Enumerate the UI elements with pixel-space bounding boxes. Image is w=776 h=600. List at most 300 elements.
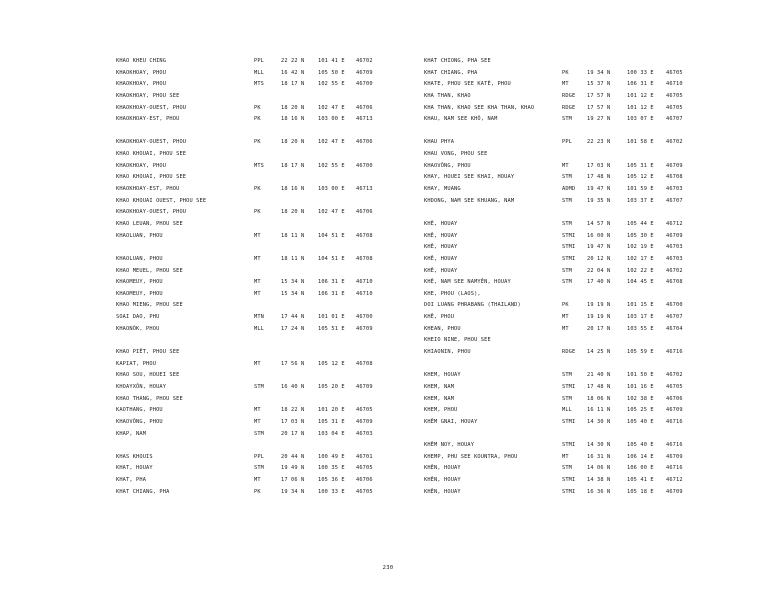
gazetteer-entry <box>116 103 416 115</box>
longitude: 102 38 E <box>627 395 654 402</box>
gazetteer-entry <box>116 137 416 149</box>
feature-code: STMI <box>562 477 576 484</box>
gazetteer-entry <box>116 161 416 173</box>
entry-name: KHAONŎK, PHOU <box>116 325 160 332</box>
latitude: 19 35 N <box>587 197 611 204</box>
latitude: 14 30 N <box>587 442 611 449</box>
longitude: 105 31 E <box>318 418 345 425</box>
gazetteer-entry <box>424 429 724 441</box>
gazetteer-entry <box>424 382 724 394</box>
gazetteer-entry <box>116 312 416 324</box>
feature-code: STM <box>254 383 265 390</box>
gazetteer-entry <box>424 184 724 196</box>
longitude: 104 45 E <box>627 279 654 286</box>
gazetteer-entry <box>424 405 724 417</box>
latitude: 17 03 N <box>281 418 305 425</box>
map-reference: 46707 <box>666 116 683 123</box>
entry-name: KHAO KHOUAI, PHOU SEE <box>116 174 187 181</box>
entry-name: KHAO SOU, HOUEI SEE <box>116 372 180 379</box>
feature-code: STM <box>562 267 573 274</box>
feature-code: STMI <box>562 383 576 390</box>
latitude: 18 17 N <box>281 162 305 169</box>
map-reference: 46713 <box>356 186 373 193</box>
longitude: 102 19 E <box>627 244 654 251</box>
gazetteer-entry <box>424 207 724 219</box>
entry-name: KHAS KHOUIS <box>116 453 153 460</box>
feature-code: STM <box>562 395 573 402</box>
gazetteer-entry <box>424 219 724 231</box>
feature-code: STMI <box>562 244 576 251</box>
longitude: 105 36 E <box>318 477 345 484</box>
longitude: 102 47 E <box>318 209 345 216</box>
map-reference: 46705 <box>356 407 373 414</box>
map-reference: 46705 <box>666 69 683 76</box>
map-reference: 46703 <box>356 430 373 437</box>
map-reference: 46705 <box>666 104 683 111</box>
gazetteer-entry <box>424 254 724 266</box>
feature-code: STM <box>562 197 573 204</box>
entry-name: KHEM, PHOU <box>424 407 458 414</box>
longitude: 103 17 E <box>627 314 654 321</box>
longitude: 101 50 E <box>627 372 654 379</box>
gazetteer-entry <box>424 172 724 184</box>
latitude: 14 25 N <box>587 349 611 356</box>
gazetteer-entry <box>424 56 724 68</box>
map-reference: 46702 <box>666 139 683 146</box>
map-reference: 46712 <box>666 477 683 484</box>
entry-name: KHEMP, PHU SEE KOUNTRA, PHOU <box>424 453 518 460</box>
gazetteer-entry <box>116 335 416 347</box>
gazetteer-entry <box>424 335 724 347</box>
entry-name: KHÊ, HOUAY <box>424 232 458 239</box>
latitude: 18 20 N <box>281 209 305 216</box>
longitude: 100 33 E <box>318 488 345 495</box>
map-reference: 46706 <box>356 139 373 146</box>
gazetteer-entry <box>116 79 416 91</box>
latitude: 22 23 N <box>587 139 611 146</box>
gazetteer-entry <box>116 440 416 452</box>
entry-name: KHAT CHIANG, PHA <box>116 488 170 495</box>
gazetteer-entry <box>116 300 416 312</box>
feature-code: PK <box>562 69 569 76</box>
feature-code: STM <box>562 279 573 286</box>
gazetteer-entry <box>424 370 724 382</box>
feature-code: STM <box>254 465 265 472</box>
latitude: 15 34 N <box>281 279 305 286</box>
gazetteer-entry <box>116 417 416 429</box>
feature-code: MTN <box>254 314 265 321</box>
entry-name: KHOAYXÔN, HOUAY <box>116 383 167 390</box>
latitude: 14 06 N <box>587 465 611 472</box>
map-reference: 46705 <box>356 488 373 495</box>
latitude: 16 00 N <box>587 232 611 239</box>
entry-name: KHEAN, PHOU <box>424 325 461 332</box>
map-reference: 46708 <box>356 360 373 367</box>
gazetteer-entry <box>116 266 416 278</box>
feature-code: MLL <box>254 325 265 332</box>
map-reference: 46702 <box>356 58 373 64</box>
latitude: 18 11 N <box>281 232 305 239</box>
feature-code: MTS <box>254 81 265 88</box>
feature-code: MTS <box>254 162 265 169</box>
gazetteer-entry <box>116 126 416 138</box>
longitude: 103 55 E <box>627 325 654 332</box>
entry-name: KHEM, NAM <box>424 395 455 402</box>
longitude: 101 15 E <box>627 302 654 309</box>
latitude: 19 34 N <box>587 69 611 76</box>
feature-code: PK <box>254 186 261 193</box>
gazetteer-entry <box>424 266 724 278</box>
latitude: 20 44 N <box>281 453 305 460</box>
feature-code: STMI <box>562 418 576 425</box>
entry-name: KHAOKHOAY-OUEST, PHOU <box>116 139 187 146</box>
longitude: 100 35 E <box>318 465 345 472</box>
gazetteer-entry <box>424 126 724 138</box>
gazetteer-entry <box>116 172 416 184</box>
entry-name: KHAY, MUANG <box>424 186 461 193</box>
map-reference: 46716 <box>666 465 683 472</box>
map-reference: 46716 <box>666 442 683 449</box>
feature-code: STMI <box>562 442 576 449</box>
gazetteer-entry <box>424 452 724 464</box>
latitude: 15 37 N <box>587 81 611 88</box>
latitude: 18 06 N <box>587 395 611 402</box>
entry-name: KHAT, PHA <box>116 477 147 484</box>
latitude: 19 19 N <box>587 302 611 309</box>
feature-code: RDGE <box>562 104 576 111</box>
gazetteer-entry <box>424 161 724 173</box>
entry-name: KAPIAT, PHOU <box>116 360 157 367</box>
entry-name: KAOTHANG, PHOU <box>116 407 163 414</box>
entry-name: KHAOKHOAY, PHOU <box>116 69 167 76</box>
feature-code: PK <box>254 488 261 495</box>
latitude: 20 12 N <box>587 255 611 262</box>
entry-name: KHÊ, PHOU <box>424 314 455 321</box>
map-reference: 46709 <box>356 383 373 390</box>
feature-code: MT <box>254 477 261 484</box>
gazetteer-entry <box>424 394 724 406</box>
latitude: 19 34 N <box>281 488 305 495</box>
gazetteer-entry <box>424 114 724 126</box>
longitude: 105 51 E <box>318 325 345 332</box>
map-reference: 46702 <box>666 372 683 379</box>
feature-code: PK <box>254 104 261 111</box>
gazetteer-entry <box>116 231 416 243</box>
latitude: 17 57 N <box>587 92 611 99</box>
latitude: 19 47 N <box>587 186 611 193</box>
longitude: 103 00 E <box>318 116 345 123</box>
map-reference: 46708 <box>356 232 373 239</box>
gazetteer-entry <box>116 452 416 464</box>
longitude: 102 47 E <box>318 139 345 146</box>
entry-name: KHAOMEUY, PHOU <box>116 279 163 286</box>
gazetteer-entry <box>424 440 724 452</box>
longitude: 102 22 E <box>627 267 654 274</box>
entry-name: KHE, PHOU (LAOS), <box>424 290 481 297</box>
gazetteer-entry <box>424 231 724 243</box>
gazetteer-entry <box>116 277 416 289</box>
gazetteer-entry <box>116 91 416 103</box>
entry-name: KHAO MIENG, PHOU SEE <box>116 302 183 309</box>
entry-name: KHAY, HOUEI SEE KHAI, HOUAY <box>424 174 515 181</box>
gazetteer-entry <box>424 463 724 475</box>
gazetteer-entry <box>116 475 416 487</box>
map-reference: 46713 <box>356 116 373 123</box>
latitude: 14 38 N <box>587 477 611 484</box>
gazetteer-entry <box>424 487 724 499</box>
map-reference: 46703 <box>666 244 683 251</box>
gazetteer-entry <box>424 475 724 487</box>
gazetteer-entry <box>116 56 416 68</box>
feature-code: STM <box>562 220 573 227</box>
gazetteer-entry <box>116 196 416 208</box>
gazetteer-entry <box>116 347 416 359</box>
longitude: 105 40 E <box>627 442 654 449</box>
gazetteer-entry <box>116 405 416 417</box>
longitude: 103 00 E <box>318 186 345 193</box>
latitude: 17 44 N <box>281 314 305 321</box>
gazetteer-entry <box>116 68 416 80</box>
longitude: 105 12 E <box>627 174 654 181</box>
feature-code: PPL <box>562 139 573 146</box>
longitude: 101 16 E <box>627 383 654 390</box>
gazetteer-entry <box>116 184 416 196</box>
feature-code: PPL <box>254 58 265 64</box>
entry-name: KHAO MEUEL, PHOU SEE <box>116 267 183 274</box>
map-reference: 46708 <box>666 279 683 286</box>
latitude: 18 11 N <box>281 255 305 262</box>
gazetteer-column-right <box>424 56 724 498</box>
entry-name: KHÊM NOY, HOUAY <box>424 442 475 449</box>
feature-code: STM <box>562 372 573 379</box>
gazetteer-entry <box>116 114 416 126</box>
gazetteer-entry <box>116 149 416 161</box>
feature-code: RDGE <box>562 349 576 356</box>
entry-name: KHAT, HOUAY <box>116 465 153 472</box>
entry-name: KHAOVÔNG, PHOU <box>116 418 163 425</box>
map-reference: 46709 <box>666 488 683 495</box>
latitude: 18 17 N <box>281 81 305 88</box>
entry-name: KHATE, PHOU SEE KATÈ, PHOU <box>424 81 511 88</box>
entry-name: KHAT CHIANG, PHA <box>424 69 478 76</box>
latitude: 16 42 N <box>281 69 305 76</box>
gazetteer-entry <box>424 91 724 103</box>
latitude: 17 57 N <box>587 104 611 111</box>
longitude: 104 51 E <box>318 232 345 239</box>
latitude: 16 36 N <box>587 488 611 495</box>
entry-name: SOAI DAO, PHU <box>116 314 160 321</box>
map-reference: 46703 <box>666 186 683 193</box>
longitude: 103 04 E <box>318 430 345 437</box>
entry-name: KHEM, NAM <box>424 383 455 390</box>
entry-name: KHÊM GNAI, HOUAY <box>424 418 478 425</box>
longitude: 106 00 E <box>627 465 654 472</box>
longitude: 103 07 E <box>627 116 654 123</box>
latitude: 17 03 N <box>587 162 611 169</box>
longitude: 105 12 E <box>318 360 345 367</box>
entry-name: KHÊ, NAM SEE NAMYÊN, HOUAY <box>424 279 511 286</box>
latitude: 19 47 N <box>587 244 611 251</box>
latitude: 19 27 N <box>587 116 611 123</box>
longitude: 106 31 E <box>627 81 654 88</box>
latitude: 19 49 N <box>281 465 305 472</box>
map-reference: 46703 <box>666 255 683 262</box>
latitude: 18 20 N <box>281 104 305 111</box>
feature-code: STM <box>562 174 573 181</box>
gazetteer-entry <box>424 347 724 359</box>
latitude: 20 17 N <box>281 430 305 437</box>
longitude: 101 59 E <box>627 186 654 193</box>
map-reference: 46704 <box>666 325 683 332</box>
entry-name: KHA THAN, KHAO SEE KHA THAN, KHAO <box>424 104 535 111</box>
latitude: 14 30 N <box>587 418 611 425</box>
map-reference: 46700 <box>356 81 373 88</box>
map-reference: 46708 <box>356 255 373 262</box>
map-reference: 46706 <box>356 104 373 111</box>
entry-name: KHAOMEUY, PHOU <box>116 290 163 297</box>
feature-code: MT <box>254 279 261 286</box>
latitude: 18 16 N <box>281 116 305 123</box>
longitude: 101 12 E <box>627 104 654 111</box>
gazetteer-entry <box>116 429 416 441</box>
entry-name: KHIAONIN, PHOU <box>424 349 471 356</box>
longitude: 105 50 E <box>318 69 345 76</box>
map-reference: 46705 <box>356 465 373 472</box>
latitude: 17 56 N <box>281 360 305 367</box>
feature-code: MLL <box>254 69 265 76</box>
entry-name: KHAT CHIONG, PHA SEE <box>424 58 491 64</box>
map-reference: 46700 <box>356 162 373 169</box>
map-reference: 46707 <box>666 314 683 321</box>
map-reference: 46716 <box>666 349 683 356</box>
longitude: 105 18 E <box>627 488 654 495</box>
longitude: 102 55 E <box>318 162 345 169</box>
gazetteer-entry <box>116 370 416 382</box>
longitude: 100 33 E <box>627 69 654 76</box>
map-reference: 46709 <box>666 407 683 414</box>
entry-name: DOI LUANG PHRABANG (THAILAND) <box>424 302 521 309</box>
entry-name: KHAU VONG, PHOU SEE <box>424 151 488 158</box>
latitude: 14 57 N <box>587 220 611 227</box>
entry-name: KHDONG, NAM SEE KHUANG, NAM <box>424 197 515 204</box>
gazetteer-entry <box>424 196 724 208</box>
map-reference: 46710 <box>666 81 683 88</box>
map-reference: 46701 <box>356 453 373 460</box>
latitude: 17 40 N <box>587 279 611 286</box>
latitude: 17 48 N <box>587 383 611 390</box>
latitude: 17 24 N <box>281 325 305 332</box>
gazetteer-entry <box>116 382 416 394</box>
entry-name: KHÊN, HOUAY <box>424 465 461 472</box>
latitude: 17 48 N <box>587 174 611 181</box>
feature-code: STM <box>254 430 265 437</box>
latitude: 16 40 N <box>281 383 305 390</box>
map-reference: 46709 <box>356 418 373 425</box>
feature-code: STMI <box>562 255 576 262</box>
latitude: 18 16 N <box>281 186 305 193</box>
longitude: 101 41 E <box>318 58 345 64</box>
map-reference: 46709 <box>666 232 683 239</box>
gazetteer-entry <box>424 277 724 289</box>
feature-code: STM <box>562 465 573 472</box>
map-reference: 46706 <box>356 477 373 484</box>
entry-name: KHAO KHOUAI OUEST, PHOU SEE <box>116 197 207 204</box>
gazetteer-entry <box>116 219 416 231</box>
gazetteer-entry <box>116 463 416 475</box>
gazetteer-entry <box>116 487 416 499</box>
feature-code: PK <box>254 116 261 123</box>
longitude: 105 20 E <box>318 383 345 390</box>
entry-name: KHEM, HOUAY <box>424 372 461 379</box>
map-reference: 46702 <box>666 267 683 274</box>
entry-name: KHAOKHOAY, PHOU SEE <box>116 92 180 99</box>
entry-name: KHAOLUAN, PHOU <box>116 255 163 262</box>
entry-name: KHAOKHOAY-OUEST, PHOU <box>116 104 187 111</box>
feature-code: MT <box>562 81 569 88</box>
gazetteer-entry <box>116 359 416 371</box>
entry-name: KHAO THANG, PHOU SEE <box>116 395 183 402</box>
entry-name: KHAU, NAM SEE KHÔ, NAM <box>424 116 498 123</box>
longitude: 105 30 E <box>627 232 654 239</box>
feature-code: PK <box>254 139 261 146</box>
entry-name: KHA THAN, KHAO <box>424 92 471 99</box>
entry-name: KHAO KHOUAI, PHOU SEE <box>116 151 187 158</box>
map-reference: 46716 <box>666 418 683 425</box>
map-reference: 46712 <box>666 220 683 227</box>
feature-code: MT <box>562 325 569 332</box>
longitude: 101 58 E <box>627 139 654 146</box>
latitude: 22 22 N <box>281 58 305 64</box>
entry-name: KHÊ, HOUAY <box>424 220 458 227</box>
gazetteer-entry <box>424 103 724 115</box>
gazetteer-column-left <box>116 56 416 498</box>
gazetteer-entry <box>116 289 416 301</box>
latitude: 19 19 N <box>587 314 611 321</box>
entry-name: KHEIO NINE, PHOU SEE <box>424 337 491 344</box>
entry-name: KHÊ, HOUAY <box>424 244 458 251</box>
longitude: 106 31 E <box>318 290 345 297</box>
feature-code: PK <box>254 209 261 216</box>
feature-code: MT <box>562 314 569 321</box>
feature-code: MT <box>254 290 261 297</box>
latitude: 18 20 N <box>281 139 305 146</box>
map-reference: 46705 <box>666 383 683 390</box>
longitude: 101 01 E <box>318 314 345 321</box>
gazetteer-entry <box>424 300 724 312</box>
feature-code: PK <box>562 302 569 309</box>
latitude: 21 40 N <box>587 372 611 379</box>
entry-name: KHAOKHOAY-OUEST, PHOU <box>116 209 187 216</box>
longitude: 102 55 E <box>318 81 345 88</box>
feature-code: MLL <box>562 407 573 414</box>
longitude: 104 51 E <box>318 255 345 262</box>
feature-code: MT <box>254 407 261 414</box>
map-reference: 46710 <box>356 279 373 286</box>
feature-code: MT <box>562 162 569 169</box>
entry-name: KHAOVÔNG, PHOU <box>424 162 471 169</box>
gazetteer-entry <box>116 242 416 254</box>
gazetteer-entry <box>424 359 724 371</box>
gazetteer-entry <box>424 417 724 429</box>
entry-name: KHÊ, HOUAY <box>424 255 458 262</box>
map-reference: 46709 <box>666 162 683 169</box>
entry-name: KHAU PHYA <box>424 139 455 146</box>
entry-name: KHÊ, HOUAY <box>424 267 458 274</box>
longitude: 101 12 E <box>627 92 654 99</box>
map-reference: 46709 <box>666 453 683 460</box>
gazetteer-entry <box>424 149 724 161</box>
entry-name: KHAOKHOAY, PHOU <box>116 81 167 88</box>
